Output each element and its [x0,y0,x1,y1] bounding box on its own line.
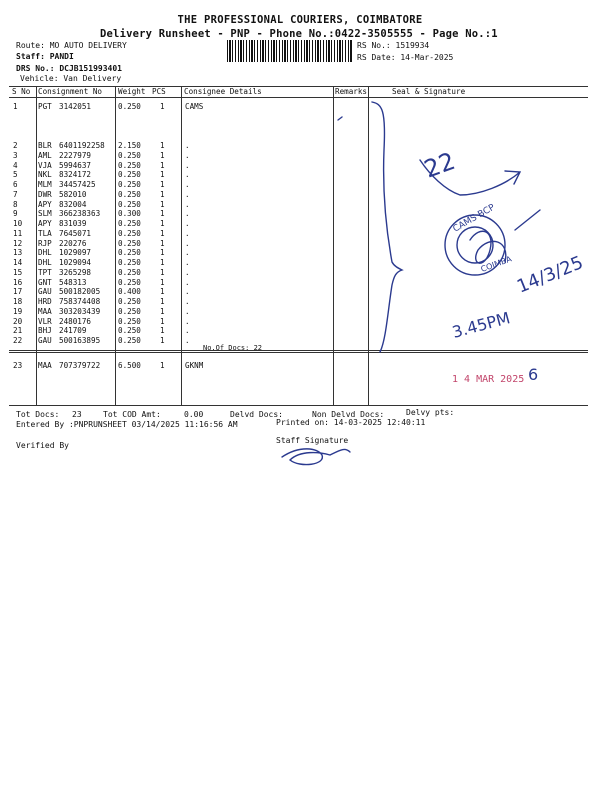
cell-consignee: . [185,267,190,277]
cell-sno: 13 [13,248,23,258]
cell-consignee: . [185,287,190,297]
col-pcs: PCS [152,87,166,96]
drs-number: DRS No.: DCJB151993401 [16,64,122,73]
cell-consignee: . [185,297,190,306]
cell-pcs: 1 [160,199,165,209]
cell-sno: 6 [13,180,18,189]
cell-sno: 14 [13,258,23,267]
cell-sno: 8 [13,199,18,209]
cell-sno: 2 [13,141,18,150]
cell-sno: 9 [13,209,18,219]
cell-num: 3142051 [59,102,92,111]
cell-sno: 10 [13,219,23,228]
cell-num: 34457425 [59,180,96,189]
cell-prefix: BLR [38,141,52,150]
cell-num: 500163895 [59,336,101,345]
handwritten-count: 22 [420,146,459,184]
cell-sno: 7 [13,189,18,199]
cell-weight: 0.250 [118,336,141,345]
cell-consignee: . [185,199,190,209]
tot-docs-label: Tot Docs: [16,410,60,419]
runsheet-subtitle: Delivery Runsheet - PNP - Phone No.:0422-3505555 - Page No.:1 [100,28,498,40]
cell-pcs: 1 [160,258,165,267]
cell-pcs: 1 [160,248,165,258]
staff-signature-label: Staff Signature [276,436,349,445]
cell-consignee: CAMS [185,102,204,111]
cell-num: 6401192258 [59,141,105,150]
cell-weight: 0.250 [118,160,141,170]
col-consignee: Consignee Details [184,87,262,96]
cell-consignee: GKNM [185,361,204,370]
cell-weight: 0.250 [118,219,141,228]
stamp-text-bottom: COIMBA [479,254,513,274]
cell-prefix: BHJ [38,326,52,336]
cell-sno: 21 [13,326,23,336]
cell-weight: 0.250 [118,189,141,199]
cell-weight: 0.250 [118,199,141,209]
stamp-text-top: CAMS BCP [451,202,497,235]
cell-pcs: 1 [160,326,165,336]
col-weight: Weight [118,87,146,96]
cell-prefix: APY [38,219,52,228]
route-label: Route: MO AUTO DELIVERY [16,41,127,50]
cell-pcs: 1 [160,267,165,277]
cell-pcs: 1 [160,160,165,170]
cell-consignee: . [185,277,190,287]
cell-prefix: MAA [38,306,52,316]
cell-consignee: . [185,258,190,267]
handwritten-time: 3.45PM [450,308,513,342]
cell-weight: 0.250 [118,267,141,277]
cell-consignee: . [185,150,190,160]
cell-num: 1029094 [59,258,92,267]
cell-sno: 11 [13,228,23,238]
cell-num: 548313 [59,277,87,287]
cell-prefix: MLM [38,180,52,189]
col-sno: S No [12,87,31,96]
cell-weight: 0.250 [118,297,141,306]
cell-num: 8324172 [59,170,92,180]
cell-weight: 0.250 [118,258,141,267]
cell-weight: 0.250 [118,238,141,248]
tick-mark [338,117,342,120]
cell-pcs: 1 [160,102,165,111]
cell-prefix: RJP [38,238,52,248]
cell-prefix: GAU [38,287,52,297]
cell-consignee: . [185,306,190,316]
cell-sno: 4 [13,160,18,170]
cell-weight: 6.500 [118,361,141,370]
cell-num: 831039 [59,219,87,228]
rs-number: RS No.: 1519934 [357,41,430,50]
cell-pcs: 1 [160,150,165,160]
cell-pcs: 1 [160,316,165,326]
cell-sno: 17 [13,287,23,297]
cell-consignee: . [185,219,190,228]
company-title: THE PROFESSIONAL COURIERS, COIMBATORE [177,14,423,26]
cell-num: 758374408 [59,297,101,306]
cell-prefix: AML [38,150,52,160]
cell-consignee: . [185,180,190,189]
cell-consignee: . [185,326,190,336]
tot-cod-label: Tot COD Amt: [103,410,161,419]
cell-prefix: TLA [38,228,52,238]
received-date-stamp: 1 4 MAR 2025 [452,374,525,385]
cell-num: 707379722 [59,361,101,370]
cell-num: 500182005 [59,287,101,297]
cell-prefix: NKL [38,170,52,180]
delvy-pts: Delvy pts: [406,408,455,417]
cell-pcs: 1 [160,209,165,219]
col-consignment: Consignment No [38,87,103,96]
cell-weight: 0.250 [118,326,141,336]
cell-pcs: 1 [160,141,165,150]
cell-sno: 19 [13,306,23,316]
cell-sno: 20 [13,316,23,326]
rs-date: RS Date: 14-Mar-2025 [357,53,454,62]
cell-weight: 0.250 [118,248,141,258]
cell-pcs: 1 [160,361,165,370]
cell-pcs: 1 [160,287,165,297]
tot-docs-value: 23 [72,410,82,419]
cell-prefix: HRD [38,297,52,306]
cell-prefix: DHL [38,248,52,258]
cell-num: 366238363 [59,209,101,219]
cell-prefix: DHL [38,258,52,267]
cell-pcs: 1 [160,336,165,345]
cell-num: 7645071 [59,228,92,238]
cell-sno: 1 [13,102,18,111]
cell-sno: 5 [13,170,18,180]
cell-num: 5994637 [59,160,92,170]
cell-consignee: . [185,228,190,238]
cell-prefix: DWR [38,189,52,199]
cell-sno: 18 [13,297,23,306]
cell-weight: 0.250 [118,277,141,287]
handwritten-date: 14/3/25 [514,252,587,298]
cell-num: 220276 [59,238,87,248]
cell-num: 2480176 [59,316,92,326]
cell-consignee: . [185,141,190,150]
cell-consignee: . [185,336,190,345]
cell-num: 582010 [59,189,87,199]
cell-pcs: 1 [160,306,165,316]
cell-sno: 22 [13,336,23,345]
cell-consignee: . [185,316,190,326]
handwritten-mark: 6 [528,365,539,384]
cell-num: 832004 [59,199,87,209]
cell-consignee: . [185,248,190,258]
cell-num: 303203439 [59,306,101,316]
cell-weight: 0.250 [118,150,141,160]
cell-consignee: . [185,160,190,170]
cell-pcs: 1 [160,219,165,228]
cell-prefix: VJA [38,160,52,170]
col-seal: Seal & Signature [392,87,466,96]
cell-sno: 12 [13,238,23,248]
cell-consignee: . [185,209,190,219]
cell-sno: 23 [13,361,23,370]
cell-sno: 16 [13,277,23,287]
cell-weight: 0.300 [118,209,141,219]
cell-weight: 0.400 [118,287,141,297]
cell-prefix: GAU [38,336,52,345]
vehicle-label: Vehicle: Van Delivery [20,74,122,83]
cell-pcs: 1 [160,180,165,189]
cell-num: 1029097 [59,248,92,258]
cell-pcs: 1 [160,297,165,306]
staff-label: Staff: PANDI [16,52,74,61]
cell-pcs: 1 [160,228,165,238]
cell-num: 3265298 [59,267,92,277]
cell-pcs: 1 [160,189,165,199]
cell-prefix: TPT [38,267,52,277]
cell-sno: 15 [13,267,23,277]
printed-on: Printed on: 14-03-2025 12:40:11 [276,418,426,427]
verified-by: Verified By [16,441,69,450]
cell-weight: 0.250 [118,102,141,111]
cell-weight: 0.250 [118,180,141,189]
cell-pcs: 1 [160,277,165,287]
cell-prefix: GNT [38,277,52,287]
cell-consignee: . [185,189,190,199]
cell-pcs: 1 [160,170,165,180]
cell-num: 241709 [59,326,87,336]
tot-cod-value: 0.00 [184,410,204,419]
cell-weight: 0.250 [118,228,141,238]
staff-signature [282,449,350,465]
cell-prefix: SLM [38,209,52,219]
cell-weight: 2.150 [118,141,141,150]
entered-by: Entered By :PNPRUNSHEET 03/14/2025 11:16:56 AM [16,420,238,429]
no-of-docs: No.Of Docs: 22 [203,344,263,352]
brace-mark [372,102,402,352]
cell-sno: 3 [13,150,18,160]
cell-prefix: PGT [38,102,52,111]
cell-weight: 0.250 [118,170,141,180]
delvd-docs: Delvd Docs: [230,410,283,419]
cell-consignee: . [185,238,190,248]
cell-pcs: 1 [160,238,165,248]
col-remarks: Remarks [335,87,368,96]
cell-num: 2227979 [59,150,92,160]
cell-prefix: VLR [38,316,52,326]
cell-prefix: MAA [38,361,52,370]
cell-weight: 0.250 [118,306,141,316]
non-delvd-docs: Non Delvd Docs: [312,410,385,419]
cell-consignee: . [185,170,190,180]
cell-weight: 0.250 [118,316,141,326]
cell-prefix: APY [38,199,52,209]
